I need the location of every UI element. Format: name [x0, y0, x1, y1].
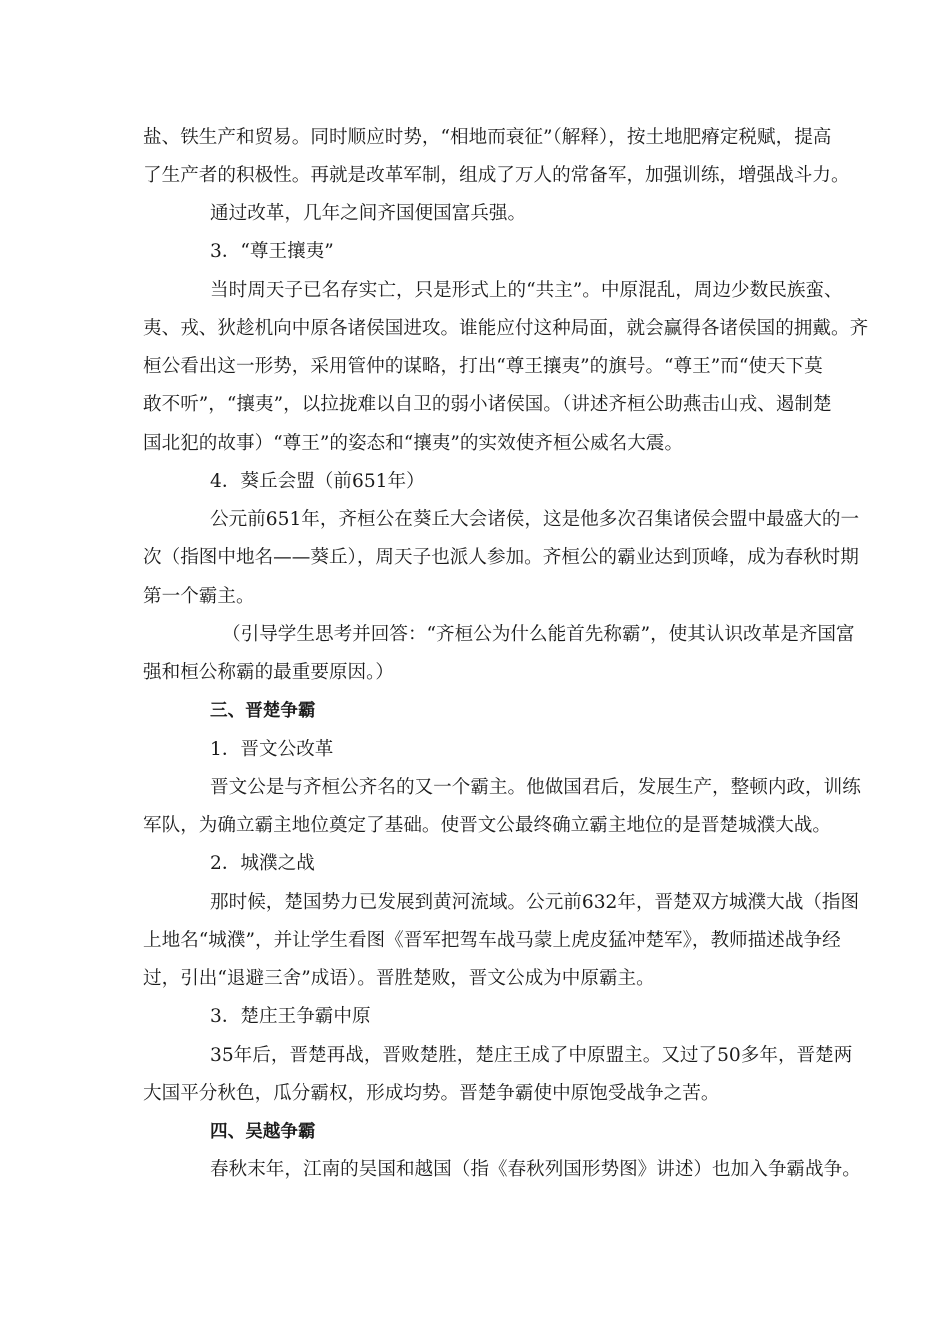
paragraph-line: 过，引出“退避三舍”成语）。晋胜楚败，晋文公成为中原霸主。 [143, 968, 655, 989]
paragraph-line: 第一个霸主。 [143, 586, 255, 607]
subheading: 3．楚庄王争霸中原 [210, 1006, 371, 1027]
paragraph-line: 上地名“城濮”，并让学生看图《晋军把驾车战马蒙上虎皮猛冲楚军》，教师描述战争经 [143, 930, 841, 951]
subheading: 3．“尊王攘夷” [210, 241, 334, 262]
paragraph-line: 春秋末年，江南的吴国和越国（指《春秋列国形势图》讲述）也加入争霸战争。 [210, 1159, 861, 1180]
paragraph-line: 大国平分秋色，瓜分霸权，形成均势。晋楚争霸使中原饱受战争之苦。 [143, 1083, 720, 1104]
paragraph-line: 了生产者的积极性。再就是改革军制，组成了万人的常备军，加强训练，增强战斗力。 [143, 165, 850, 186]
paragraph-line: 国北犯的故事）“尊王”的姿态和“攘夷”的实效使齐桓公威名大震。 [143, 433, 684, 454]
section-heading: 三、晋楚争霸 [210, 701, 316, 721]
paragraph-line: 晋文公是与齐桓公齐名的又一个霸主。他做国君后，发展生产，整顿内政，训练 [210, 777, 861, 798]
paragraph-line: 次（指图中地名——葵丘），周天子也派人参加。齐桓公的霸业达到顶峰，成为春秋时期 [143, 547, 859, 568]
subheading: 4．葵丘会盟（前651年） [210, 471, 425, 492]
paragraph-line: （引导学生思考并回答：“齐桓公为什么能首先称霸”，使其认识改革是齐国富 [222, 624, 855, 645]
paragraph-line: 当时周天子已名存实亡，只是形式上的“共主”。中原混乱，周边少数民族蛮、 [210, 280, 843, 301]
subheading: 2．城濮之战 [210, 853, 315, 874]
paragraph-line: 通过改革，几年之间齐国便国富兵强。 [210, 203, 527, 224]
paragraph-line: 公元前651年，齐桓公在葵丘大会诸侯，这是他多次召集诸侯会盟中最盛大的一 [210, 509, 860, 530]
paragraph-line: 敢不听”，“攘夷”，以拉拢难以自卫的弱小诸侯国。（讲述齐桓公助燕击山戎、遏制楚 [143, 394, 832, 415]
section-heading: 四、吴越争霸 [210, 1122, 316, 1142]
paragraph-line: 桓公看出这一形势，采用管仲的谋略，打出“尊王攘夷”的旗号。“尊王”而“使天下莫 [143, 356, 823, 377]
paragraph-line: 那时候，楚国势力已发展到黄河流域。公元前632年，晋楚双方城濮大战（指图 [210, 892, 860, 913]
paragraph-line: 夷、戎、狄趁机向中原各诸侯国进攻。谁能应付这种局面，就会赢得各诸侯国的拥戴。齐 [143, 318, 869, 339]
subheading: 1．晋文公改革 [210, 739, 334, 760]
paragraph-line: 强和桓公称霸的最重要原因。） [143, 662, 395, 683]
paragraph-line: 盐、铁生产和贸易。同时顺应时势，“相地而衰征”（解释），按土地肥瘠定税赋，提高 [143, 127, 832, 148]
paragraph-line: 军队，为确立霸主地位奠定了基础。使晋文公最终确立霸主地位的是晋楚城濮大战。 [143, 815, 831, 836]
paragraph-line: 35年后，晋楚再战，晋败楚胜，楚庄王成了中原盟主。又过了50多年，晋楚两 [210, 1045, 853, 1066]
